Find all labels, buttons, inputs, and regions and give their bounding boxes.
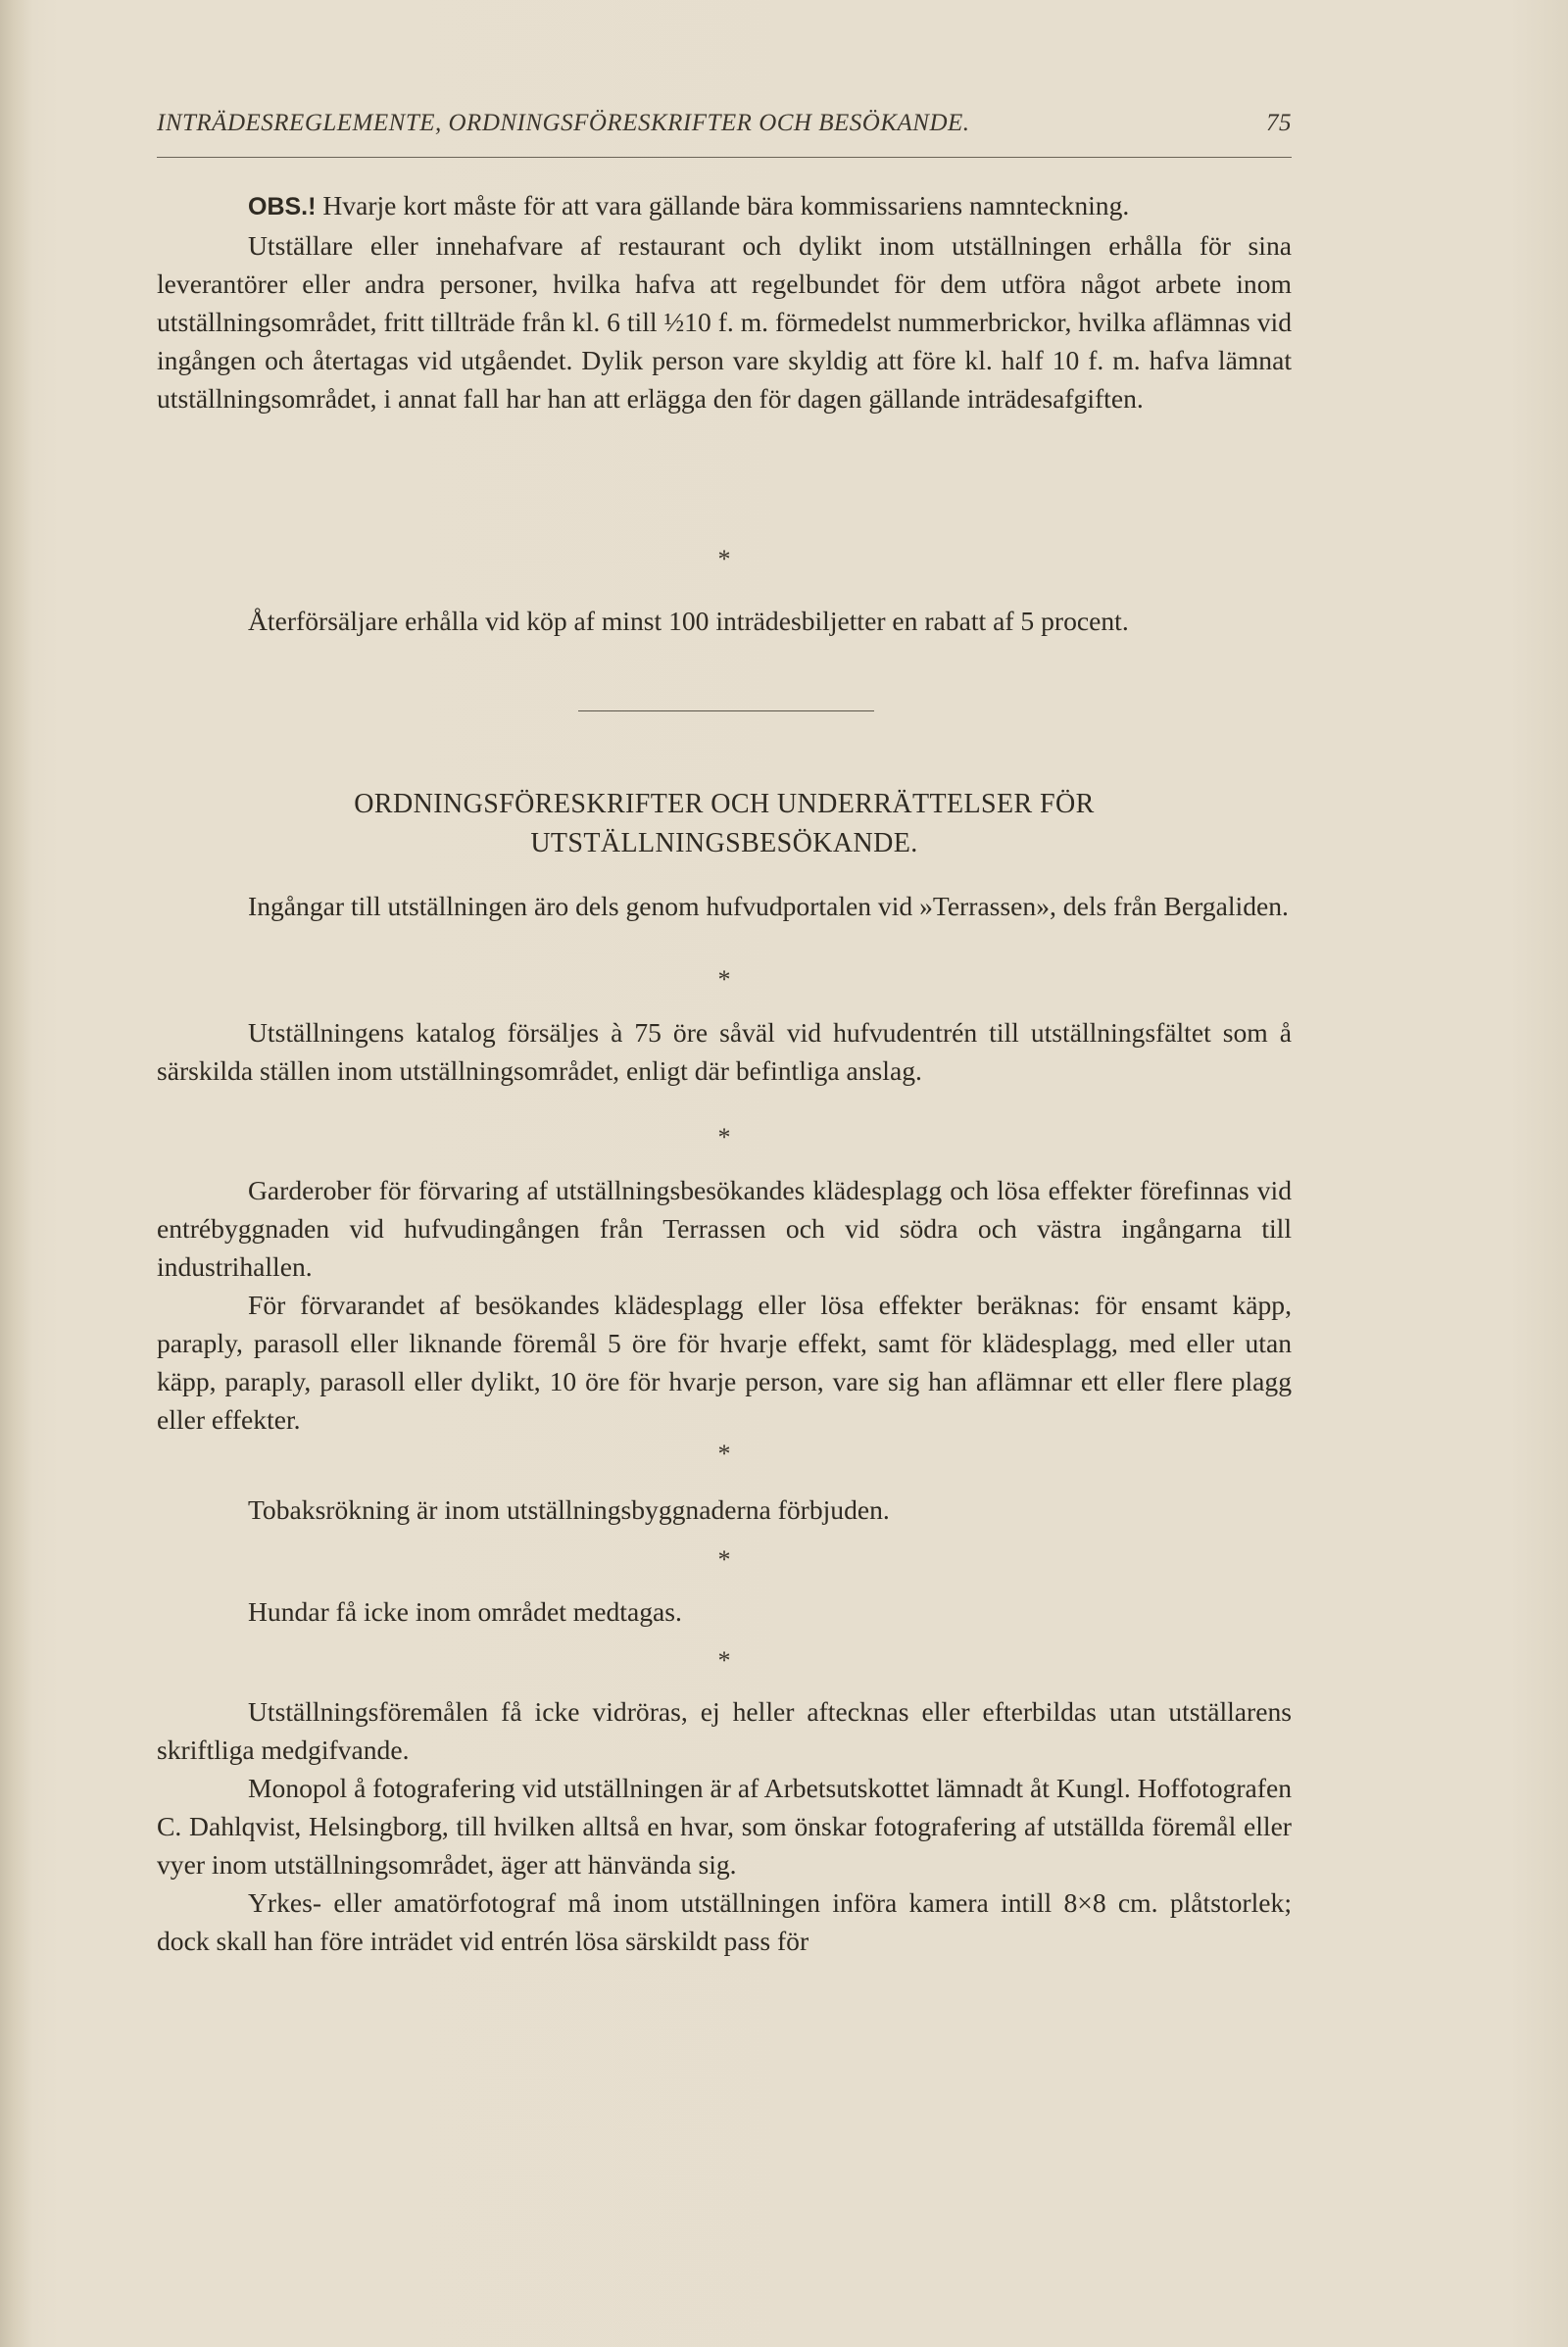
separator-star: *	[717, 1440, 731, 1468]
paragraph-cloakroom-fees: För förvarandet af besökandes klädesplagg eller lösa effekter beräknas: för ensamt käpp, paraply, parasoll eller liknande föremål 5 öre för hvarje effekt, samt för klädesplagg, med eller utan käpp, paraply, parasoll eller dylikt, 10 öre för hvarje person, vare sig han aflämnar ett eller flere plagg eller effekter.	[157, 1290, 1292, 1435]
photography-section	[157, 1692, 1292, 1960]
obs-label: OBS.!	[248, 193, 317, 220]
separator-star: *	[717, 1123, 731, 1151]
running-header	[157, 110, 1292, 137]
cloakroom-section	[157, 1171, 1292, 1439]
paragraph-catalog: Utställningens katalog försäljes à 75 öre såväl vid hufvudentrén till utställningsfältet som å särskilda ställen inom utställningsområdet, enligt där befintliga anslag.	[157, 1017, 1292, 1086]
section-divider	[578, 710, 874, 711]
page-number: 75	[1266, 110, 1292, 136]
running-title: INTRÄDESREGLEMENTE, ORDNINGSFÖRESKRIFTER OCH BESÖKANDE.	[157, 110, 970, 136]
paragraph-photo-monopoly: Monopol å fotografering vid utställningen är af Arbetsutskottet lämnadt åt Kungl. Hoffotografen C. Dahlqvist, Helsingborg, till hvilken alltså en hvar, som önskar fotografering af utställda föremål eller vyer inom utställningsområdet, äger att hänvända sig.	[157, 1773, 1292, 1880]
paragraph-no-touching: Utställningsföremålen få icke vidröras, ej heller aftecknas eller efterbildas utan utställarens skriftliga medgifvande.	[157, 1696, 1292, 1765]
paragraph-supplier-access: Utställare eller innehafvare af restaurant och dylikt inom utställningen erhålla för sina leverantörer eller andra personer, hvilka hafva att regelbundet för dem utföra något arbete inom utställningsområdet, fritt tillträde från kl. 6 till ½10 f. m. förmedelst nummerbrickor, hvilka aflämnas vid ingången och återtagas vid utgåendet. Dylik person vare skyldig att före kl. half 10 f. m. hafva lämnat utställningsområdet, i annat fall har han att erlägga den för dagen gällande inträdesafgiften.	[157, 230, 1292, 414]
paragraph-dogs: Hundar få icke inom området medtagas.	[248, 1596, 682, 1627]
obs-text: Hvarje kort måste för att vara gällande bära kommissariens namnteckning.	[316, 190, 1130, 220]
paragraph-reseller-discount: Återförsäljare erhålla vid köp af minst 100 inträdesbiljetter en rabatt af 5 procent.	[248, 606, 1129, 636]
paragraph-tobacco: Tobaksrökning är inom utställningsbyggnaderna förbjuden.	[248, 1494, 890, 1525]
paragraph-entrances: Ingångar till utställningen äro dels genom hufvudportalen vid »Terrassen», dels från Bergaliden.	[248, 891, 1289, 921]
separator-star: *	[717, 1646, 731, 1675]
header-rule	[157, 157, 1292, 158]
obs-note	[157, 186, 1292, 417]
paragraph-cloakroom: Garderober för förvaring af utställningsbesökandes klädesplagg och lösa effekter förefinnas vid entrébyggnaden vid hufvudingången från Terrassen och vid södra och västra ingångarna till industrihallen.	[157, 1175, 1292, 1282]
section-heading-line1: ORDNINGSFÖRESKRIFTER OCH UNDERRÄTTELSER FÖR	[354, 789, 1095, 819]
paragraph-amateur-photographers: Yrkes- eller amatörfotograf må inom utställningen införa kamera intill 8×8 cm. plåtstorlek; dock skall han före inträdet vid entrén lösa särskildt pass för	[157, 1887, 1292, 1956]
separator-star: *	[717, 545, 731, 573]
separator-star: *	[717, 965, 731, 994]
separator-star: *	[717, 1545, 731, 1574]
section-heading	[157, 785, 1292, 863]
section-heading-line2: UTSTÄLLNINGSBESÖKANDE.	[530, 828, 918, 858]
